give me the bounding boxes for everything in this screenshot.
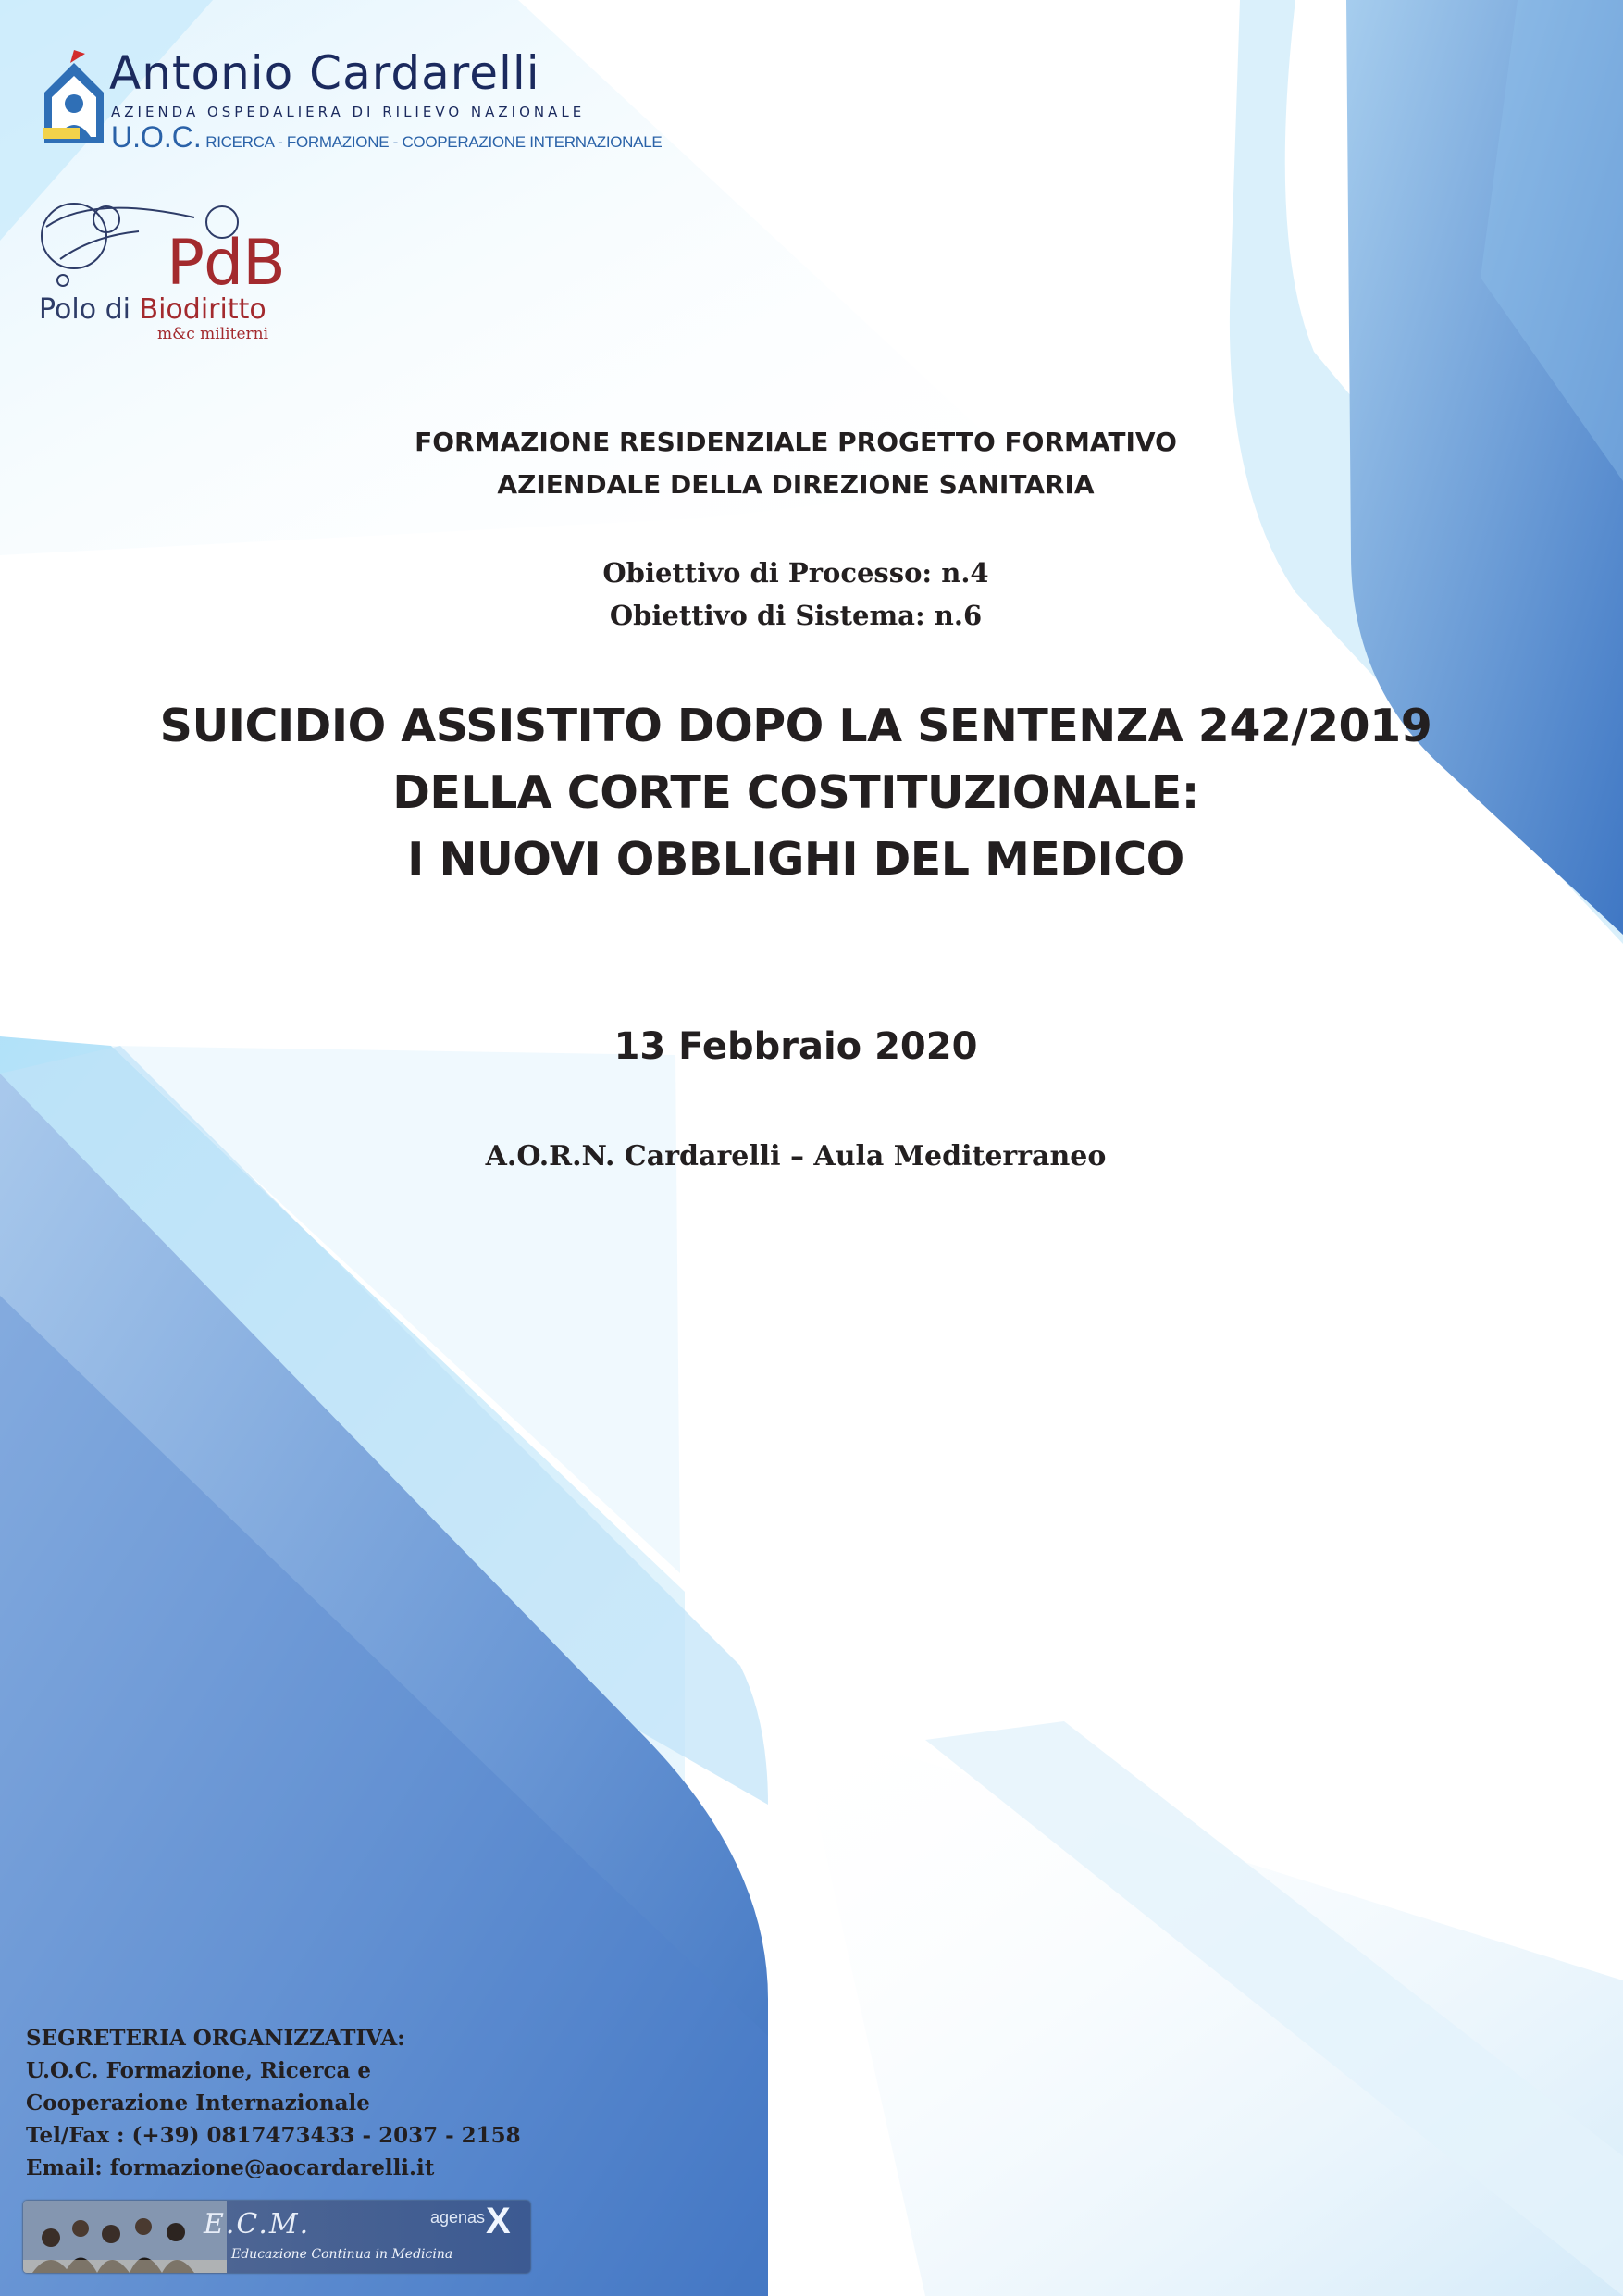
- title-line-2: DELLA CORTE COSTITUZIONALE:: [392, 766, 1199, 819]
- header-block: [148, 421, 1443, 506]
- cardarelli-logo: [37, 37, 663, 157]
- header-line-2: AZIENDALE DELLA DIREZIONE SANITARIA: [497, 469, 1095, 500]
- main-title: [148, 693, 1443, 893]
- objective-system: Obiettivo di Sistema: n.6: [609, 600, 983, 631]
- cardarelli-name: Antonio Cardarelli: [109, 46, 540, 100]
- ecm-subtitle: Educazione Continua in Medicina: [231, 2247, 453, 2262]
- pdb-subtitle: m&c militerni: [157, 325, 269, 343]
- agenas-logo: agenas: [430, 2208, 486, 2227]
- title-line-3: I NUOVI OBBLIGHI DEL MEDICO: [407, 833, 1184, 886]
- pdb-name-part1: Polo di: [39, 293, 140, 326]
- secretariat-phone: Tel/Fax : (+39) 0817473433 - 2037 - 2158: [26, 2123, 521, 2148]
- pdb-name: [39, 293, 266, 326]
- pdb-mark: PdB: [167, 227, 285, 300]
- agenas-mark-icon: X: [486, 2201, 511, 2241]
- secretariat-heading: SEGRETERIA ORGANIZZATIVA:: [26, 2026, 405, 2051]
- cardarelli-subtitle: AZIENDA OSPEDALIERA DI RILIEVO NAZIONALE: [111, 104, 586, 120]
- hospital-emblem-icon: [37, 46, 111, 148]
- header-line-1: FORMAZIONE RESIDENZIALE PROGETTO FORMATIVO: [415, 427, 1177, 457]
- uoc-label: U.O.C.: [111, 120, 202, 154]
- title-line-1: SUICIDIO ASSISTITO DOPO LA SENTENZA 242/2019: [159, 700, 1432, 752]
- objective-process: Obiettivo di Processo: n.4: [602, 557, 989, 589]
- objectives-block: [148, 552, 1443, 637]
- ecm-painting-icon: [23, 2201, 227, 2273]
- event-venue: A.O.R.N. Cardarelli – Aula Mediterraneo: [485, 1140, 1107, 1173]
- ecm-title: E.C.M.: [204, 2208, 311, 2240]
- secretariat-email: Email: formazione@aocardarelli.it: [26, 2155, 435, 2180]
- uoc-departments: RICERCA - FORMAZIONE - COOPERAZIONE INTERNAZIONALE: [205, 133, 663, 151]
- organizing-secretariat: [26, 2022, 674, 2184]
- event-date: 13 Febbraio 2020: [613, 1025, 978, 1068]
- secretariat-line-2: Cooperazione Internazionale: [26, 2091, 370, 2116]
- ecm-banner: [23, 2201, 530, 2273]
- secretariat-line-1: U.O.C. Formazione, Ricerca e: [26, 2058, 371, 2083]
- pdb-name-part2: Biodiritto: [139, 293, 266, 326]
- cardarelli-department: [111, 120, 662, 155]
- pdb-logo: [37, 190, 315, 356]
